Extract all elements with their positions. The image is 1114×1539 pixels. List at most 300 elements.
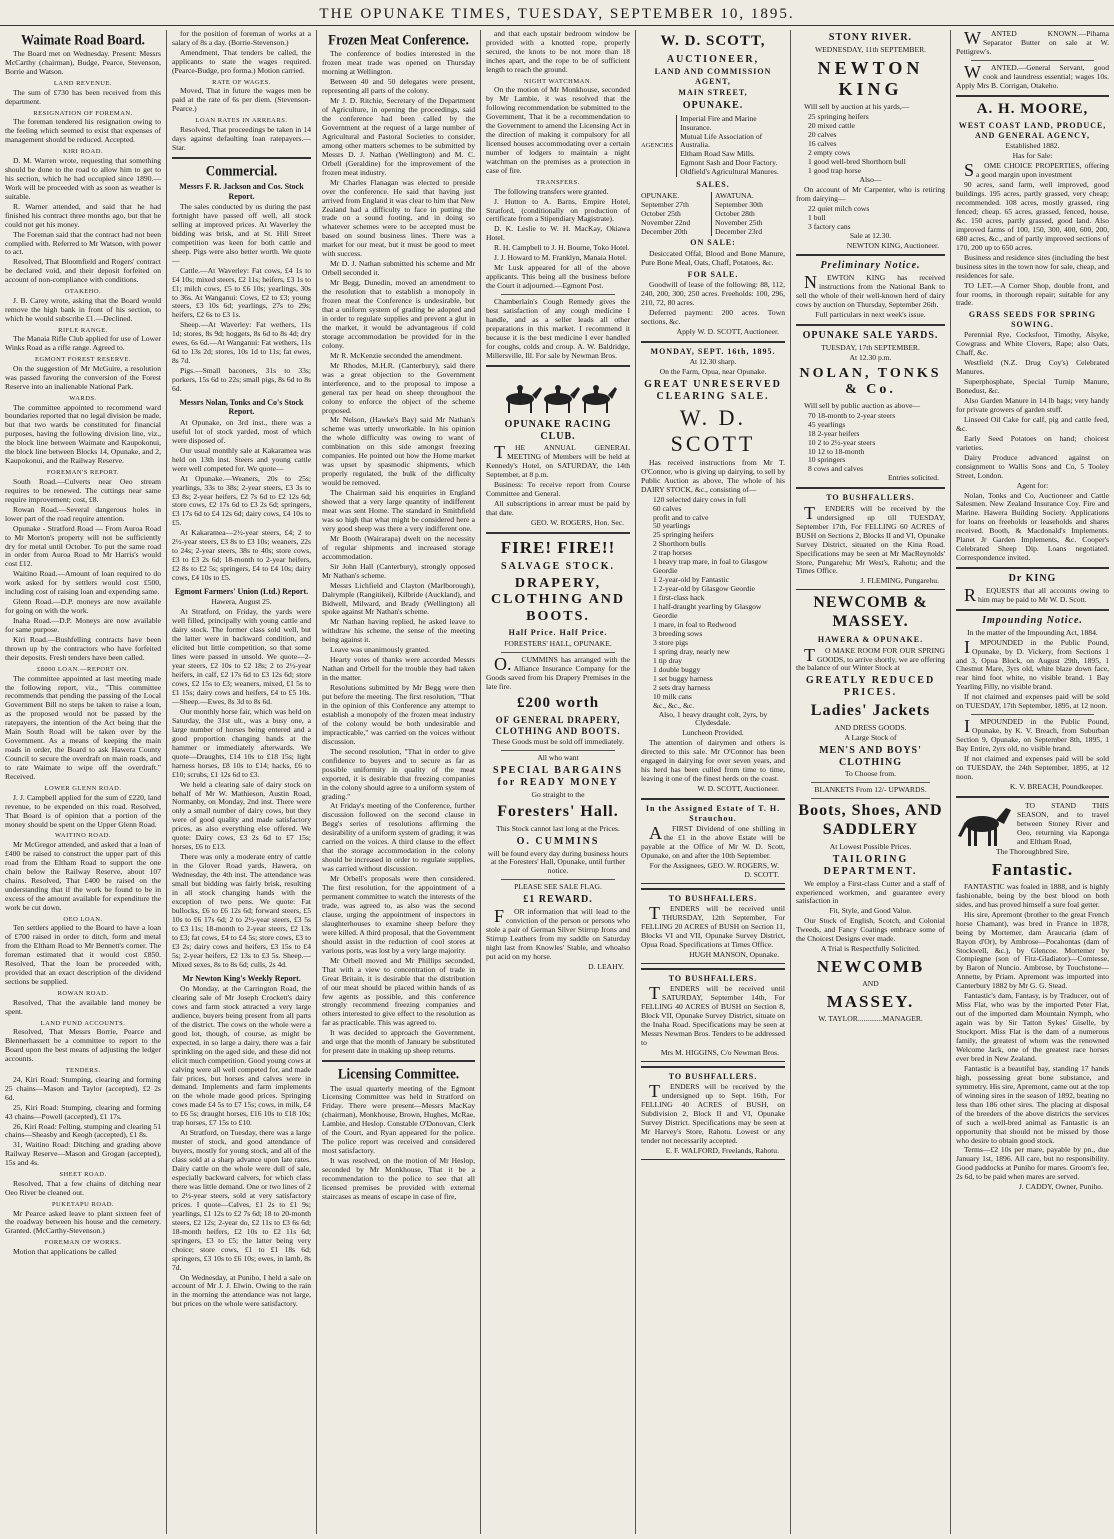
column-3: [316, 30, 480, 1534]
article-para: Resolutions submitted by Mr Begg were then put before the meeting. The first resolution, "That in the opinion of this Conference any attempt to establish a monopoly of the frozen meat industry of the colony would be both undesirable and impracticable," was carried on the voices without discussion.: [322, 683, 475, 746]
subhead: RIFLE RANGE.: [58, 326, 108, 334]
signature: For the Assignees, GEO. W. ROGERS, W. D. SCOTT.: [649, 860, 779, 879]
article-para: Full particulars in next week's issue.: [815, 310, 926, 320]
scott-land: LAND AND COMMISSION AGENT,: [654, 67, 772, 86]
signature: D. LEAHY.: [588, 961, 624, 971]
sale-date: December 23rd: [715, 226, 763, 236]
article-para: TO MAKE ROOM FOR OUR SPRING GOODS, to arrive shortly, we are offering the balance of our Winter Stock at: [796, 644, 946, 673]
article-para: Mr Begg, Dunedin, moved an amendment to the resolution that to establish a monopoly in frozen meat the Conference is undesirable, but that a uniform system of grading be adopted and in order to regulate supplies and prevent a glut in the market, it would be advantageous if cold storage accommodation be provided for in the colony.: [322, 278, 475, 350]
article-para: Opunake - Stratford Road — From Auroa Road to Mr Morton's property will not be sufficiently dry for metal until October. To put the same road in order from Auroa Road to Mr Harris's would cost £12.: [5, 523, 161, 569]
tailoring-heading: TAILORING DEPARTMENT.: [823, 853, 918, 877]
bushfallers-notice-1: [641, 888, 785, 964]
article-para: Mr Rhodes, M.H.R. (Canterbury), said there was a great objection to the Government interference, and to the proposal to impose a general tax per head on sheep throughout the colony to enforce the object of the scheme proposed.: [322, 360, 475, 415]
signature: J. CADDY, Owner, Puniho.: [1018, 1182, 1103, 1192]
article-para: TENDERS will be received by the undersigned up till TUESDAY, September 17th, For FELLING 60 ACRES of BUSH on Sections 2, Blocks II and VI, Opunake Survey District, situated on the Kina Road. Specifications may be seen at Mr MacReynolds' Store, Pungarehu; Mr West's, Rahotu; and the Times Office.: [796, 502, 945, 576]
article-para: The usual quarterly meeting of the Egmont Licensing Committee was held in Stratford on Friday. There were present—Messrs MacKay (chairman), Monkhouse, Brown, Hughes, McRae, Lambie, and Heslop. Constable O'Donovan, Clerk of the Court, and Ryan appeared for the police. The police report was received and considered most satisfactory.: [322, 1083, 475, 1156]
article-para: Has received instructions from Mr T. O'Connor, who is giving up dairying, to sell by Public Auction as above, The whole of his DAIRY STOCK, &c., consisting of—: [641, 457, 785, 494]
article-para: AFIRST Dividend of one shilling in the £1 in the above Estate will be payable at the Office of Mr W. D. Scott, Opunake, on and after the 10th September.: [641, 822, 785, 860]
article-para: Linseed Oil Cake for calf, pig and cattle feed, &c.: [956, 414, 1109, 433]
subhead: OEO LOAN.: [63, 915, 103, 923]
article-para: Mr Pearce asked leave to plant sixteen feet of the roadway between his house and the cemetery. Granted. (McCarthy-Stevenson.): [5, 1208, 161, 1236]
article-para: His sire, Apremont (brother to the great French horse Chamant), was bred in France in 1878, being by Mortemer, dam Araucaria (dam of Rayon d'Or), by Ambrose—Pocahontas (dam of Stockwell, &c.), by Glencoe. Mortemer by Compiegne (son of Fitz-Gladiator)—Comtesse, by Baron of Nuncio. Ambrose, by Touchstone—Annette, by Priam. Apremont was imported into Canterbury 1882 by Mr G. G. Stead.: [956, 909, 1109, 991]
article-para: Westfield (N.Z. Drug Coy's) Celebrated Manures.: [956, 358, 1109, 377]
divider: [486, 532, 630, 534]
carpenter-list: [796, 205, 945, 232]
article-para: 31, Waitino Road: Ditching and grading above Railway Reserve—Mason and Grogan (accepted), 15s and 4s.: [5, 1140, 161, 1168]
article-para: The Foreman said that the contract had not been complied with. Referred to Mr Watson, with power to act.: [5, 229, 161, 257]
article-para: It was resolved, on the motion of Mr Heslop, seconded by Mr Monkhouse, That it be a recommendation to the police to see that all licensed premises be provided with external staircases as means of escape in case of fire,: [322, 1156, 475, 1201]
bushfallers-heading: TO BUSHFALLERS.: [668, 973, 758, 983]
article-para: At Opunake, on 3rd inst., there was a useful lot of stock yarded, most of which were disposed of.: [172, 417, 311, 445]
scott-street: MAIN STREET,: [678, 88, 748, 98]
column-7: [950, 30, 1114, 1534]
article-para: Sir John Hall (Canterbury), strongly opposed Mr Nathan's scheme.: [322, 561, 475, 580]
clearing-heading: GREAT UNRESERVED CLEARING SALE.: [644, 379, 782, 403]
sale-date: November 22nd: [641, 217, 691, 227]
article-para: Will sell by auction at his yards,—: [804, 102, 910, 112]
article-para: J. J. Howard to M. Franklyn, Manaia Hotel.: [494, 253, 627, 263]
divider: [501, 879, 615, 880]
agency-item: Egmont Sash and Door Factory.: [680, 158, 778, 168]
report-heading: Messrs F. R. Jackson and Cos. Stock Report.: [179, 182, 304, 201]
sales-table: [641, 192, 785, 237]
list-item: profit and to calve: [653, 512, 709, 522]
fire-heading: FIRE! FIRE!!: [500, 537, 616, 557]
reward-heading: £1 REWARD.: [523, 894, 593, 906]
agency-item: Imperial Fire and Marine Insurance.: [680, 113, 757, 132]
article-para: 25, Kiri Road: Stumping, clearing and forming 43 chains—Powell (accepted), £1 17s.: [5, 1102, 161, 1121]
article-para: NEWTON KING has received instructions from the National Bank to sell the whole of their well-known herd of dairy cows by auction on Thursday, September 26th.: [796, 272, 945, 310]
signature: J. FLEMING, Pungarehu.: [860, 576, 939, 586]
article-para: In the matter of the Impounding Act, 1884.: [967, 627, 1098, 637]
article-para: At Stratford, on Friday, the yards were well filled, principally with young cattle and dairy stock. The former class sold well, but the latter were in backward condition, and elicited but little competition, so that some lines were passed in unsold. We quote—2-year steers, £2 10s to £2 18s; 2 to 2½-year heifers, in calf, £2 17s 6d to £3 12s 6d; store cows, £2 15s to £3; weaners, mixed, £1 5s to £1 15s; dairy cows and heifers, £4 to £5 10s.—Sheep.—Ewes, 8s 3d to 8s 6d.: [172, 607, 311, 706]
agencies-block: [641, 115, 785, 178]
article-para: TO LET.—A Corner Shop, double front, and four rooms, in thorough repair; suitable for any trade.: [956, 280, 1109, 308]
masthead: THE OPUNAKE TIMES, TUESDAY, SEPTEMBER 10, 1895.: [0, 0, 1114, 26]
article-para: The second resolution, "That in order to give confidence to buyers and to secure as far as possible uniformity in quality of the meat exported, it is desirable that freezing companies in the colony should agree to a uniform system of grading.": [322, 746, 475, 801]
article-para: Leave was unanimously granted.: [330, 645, 430, 655]
monday-date: MONDAY, SEPT. 16th, 1895.: [650, 346, 776, 356]
list-item: 1 good well-bred Shorthorn bull: [808, 156, 906, 166]
article-para: Perennial Rye, Cocksfoot, Timothy, Alsyke, Cowgrass and White Clovers, Rape; also Oats, Chaff, &c.: [956, 330, 1109, 358]
sales-heading: SALES.: [696, 180, 730, 190]
article-para: REQUESTS that all accounts owing to him may be paid to Mr W. D. Scott.: [964, 584, 1109, 605]
article-para: Mr D. J. Nathan submitted his scheme and Mr Orbell seconded it.: [322, 259, 475, 278]
article-para: To Choose from.: [844, 769, 897, 779]
article-para: Hawera, August 25.: [211, 597, 272, 607]
agencies-label: AGENCIES: [641, 142, 674, 150]
signature: E. F. WALFORD, Freelands, Rahotu.: [665, 1146, 779, 1155]
article-para: Our Stock of English, Scotch, and Colonial Tweeds, and Fancy Coatings embrace some of the Choicest Designs ever made.: [796, 916, 945, 944]
report-heading: Egmont Farmers' Union (Ltd.) Report.: [174, 587, 309, 597]
article-para: At 12.30 sharp.: [689, 357, 737, 367]
article-para: Has for Sale:: [1012, 151, 1053, 161]
divider: [811, 782, 930, 783]
agencies-list: [676, 115, 785, 178]
divider: [641, 341, 785, 343]
article-title-frozen-meat: Frozen Meat Conference.: [328, 30, 469, 49]
sales-awatuna: [711, 192, 785, 237]
list-item: &c., &c., &c.: [653, 700, 695, 710]
article-para: Sheep.—At Waverley: Fat wethers, 11s 1d; stores, 8s 9d; hoggets, 8s 6d to 8s 4d; dry ewes, 6s 6d.—At Wanganui: Fat wethers, 11s 6d to 13s 2d; stores, 10s 1d to 11s; fat ewes, 8s 7d.: [172, 320, 311, 366]
subhead: LOWER GLENN ROAD.: [44, 785, 122, 792]
moore-heading: A. H. MOORE,: [976, 100, 1089, 117]
foresters-heading: Foresters' Hall.: [497, 802, 619, 820]
article-para: The Chairman said his enquiries in England showed that a very large quantity of indifferent meat was sent Home. The standard in Smithfield was so high that what might be considered here a very good sheep was there a very indifferent one.: [322, 488, 475, 533]
article-para: If not claimed and expenses paid will be sold on TUESDAY, 17th September, 1895, at 12 noon.: [956, 692, 1109, 711]
divider: [796, 324, 945, 326]
article-para: D. M. Warren wrote, requesting that something should be done to the road to allow him to get to his section, which he had occupied since 1890.—Work will be proceeded with as soon as weather is suitable.: [5, 155, 161, 201]
sale-date: December 20th: [641, 226, 688, 236]
bushfallers-notice-3: [641, 1066, 785, 1160]
article-para: Fit, Style, and Good Value.: [829, 906, 912, 916]
divider: [956, 95, 1109, 97]
article-para: Resolved, That Messrs Borrie, Pearce and Blennerhassett be a committee to report to the Board upon the best means of adjusting the ledger accounts.: [5, 1027, 161, 1064]
salvage-heading: SALVAGE STOCK.: [501, 560, 615, 572]
article-para: Superphosphate, Special Turnip Manure, Bonedust, &c.: [956, 377, 1109, 396]
list-item: 20 calves: [808, 130, 837, 140]
column-6: [790, 30, 950, 1534]
article-para: The committee appointed at last meeting made the following report, viz., "This committee recommends that pending the passing of the Local Government Bill no steps be taken to raise a loan, as the proposed would not be passed by the ratepayers, the intention of the Act being that the Main South Road will be taken over by the Government. As a means of keeping the main roads in order, the Board to ask Hawera County Council to secure the overdraft on main roads, and to rate Waimate to wipe off the overdraft." Received.: [5, 673, 161, 782]
article-para: AND: [862, 979, 879, 989]
article-para: Early Seed Potatoes on hand; choicest varieties.: [956, 433, 1109, 452]
list-item: 70 18-month to 2-year steers: [808, 410, 896, 420]
impounding-heading: Impounding Notice.: [982, 614, 1083, 626]
sales-awatuna-label: AWATUNA.: [715, 190, 754, 200]
article-para: THE ANNUAL GENERAL MEETING of Members will be held at Kennedy's Hotel, on SATURDAY, the 14th September, at 8 p.m.: [486, 442, 630, 480]
article-para: Fantastic's dam, Fantasy, is by Traducer, out of Miss Flat, who was by the imported Peter Flat, out of the imported dam Mountain Nymph, who again was by Sir Tatton Sykes' Giselle, by Stockport. Miss Flat is the dam of a numerous family, the greatest of whom was the renowned Welcome Jack, one of the greatest race horses ever bred in New Zealand.: [956, 991, 1109, 1063]
list-item: 3 factory cans: [808, 221, 851, 231]
subhead: WARDS.: [69, 394, 97, 402]
list-item: 1 first-class hack: [653, 593, 705, 603]
article-para: Rowan Road.—Several dangerous holes in lower part of the road require attention.: [5, 504, 161, 523]
article-para: FORESTERS' HALL, OPUNAKE.: [504, 638, 612, 648]
list-item: 2 sets dray harness: [653, 682, 711, 692]
article-para: Glenn Road.—D.P. moneys are now available for going on with the work.: [5, 597, 161, 616]
list-item: 1 half-draught yearling by Glasgow Geordie: [653, 602, 762, 621]
article-para: Resolved, That proceedings be taken in 14 days against defaulting loan ratepayers.—Star.: [172, 124, 311, 152]
subhead: OTAKEHO.: [64, 288, 102, 296]
article-title-licensing: Licensing Committee.: [337, 1065, 460, 1083]
article-para: Terms—£2 10s per mare, payable by pn., due January 1st, 1896. All care, but no responsibility. Good paddocks at Puniho for mares. Groom's fee, 2s 6d, to be paid when mares are served.: [956, 1145, 1109, 1182]
article-para: FOR information that will lead to the conviction of the person or persons who stole a pair of German Silver Stirrup Irons and Stirrup Leathers from my saddle on Saturday night last from Knowles' Stable, and whoalso put acid on my horse.: [486, 906, 630, 961]
cummins-heading: O. CUMMINS: [516, 835, 600, 847]
article-para: WEDNESDAY, 11th SEPTEMBER.: [814, 44, 927, 54]
bushfallers-heading: TO BUSHFALLERS.: [668, 1071, 758, 1081]
article-para: Kiri Road.—Bushfelling contracts have been thrown up by the contractors who have forfeited their deposits. Fresh tenders have been called.: [5, 635, 161, 662]
list-item: 16 calves: [808, 139, 837, 149]
article-para: On account of Mr Carpenter, who is retiring from dairying—: [796, 184, 945, 203]
article-para: All subscriptions in arrear must be paid by that date.: [486, 499, 630, 518]
prelim-heading: Preliminary Notice.: [820, 260, 921, 272]
scott-town: OPUNAKE.: [682, 99, 744, 111]
sales-awatuna-dates: [715, 201, 785, 237]
drapery-heading: DRAPERY, CLOTHING AND BOOTS.: [490, 575, 626, 624]
article-para: Mr J. D. Ritchie, Secretary of the Department of Agriculture, in opening the proceedings, said the conference had been called by the Government at the request of a large number of Agricultural and Pastoral Societies to consider, among other matters schemes to be submitted by Messrs D. J. Nathan (Wellington) and M. C. Orbell (Geraldine) for the improvement of the frozen meat industry.: [322, 96, 475, 177]
article-para: Between 40 and 50 delegates were present, representing all parts of the colony.: [322, 77, 475, 96]
list-item: 20 mixed cattle: [808, 121, 855, 131]
article-para: On the suggestion of Mr McGuire, a resolution was passed favoring the conversion of the Forest Reserve into an inalienable National Park.: [5, 364, 161, 391]
article-para: IMPOUNDED in the Public Pound, Opunake, by K. V. Breach, from Suburban Section 9, Opunake, on September 8th, 1895, 1 Bay Entire, 2yrs old, no visible brand.: [956, 716, 1109, 754]
article-para: TENDERS will be received until SATURDAY, September 14th, For FELLING 40 ACRES of BUSH on Section 8, Block VII, Opunake Survey District, situate on the Inaha Road. Specifications may be seen at Messrs Newman Bros. Tenders to be addressed to: [641, 983, 785, 1047]
divider: [956, 609, 1109, 611]
agency-item: Mutual Life Association of Australia.: [680, 131, 763, 150]
sales-opunake-label: OPUNAKE.: [641, 190, 680, 200]
article-para: Resolved, That a few chains of ditching near Oeo River be cleaned out.: [5, 1178, 161, 1197]
ntc-list: [796, 412, 945, 475]
special-heading: SPECIAL BARGAINS for READY MONEY: [492, 765, 624, 789]
article-para: R. H. Campbell to J. H. Bourne, Toko Hotel.: [494, 243, 630, 253]
article-para: On Wednesday, at Puniho, I held a sale on account of Mr J. J. Elwin. Owing to the rain in the morning the attendance was not large, but prices on the whole were satisfactory.: [172, 1272, 311, 1309]
list-item: 1 mare, in foal to Redwood: [653, 619, 737, 629]
agency-item: Eltham Road Saw Mills.: [680, 149, 755, 159]
subhead: FOREMAN'S REPORT.: [46, 469, 120, 477]
article-para: WANTED.—General Servant, good cook and laundress essential; wages 10s. Apply Mrs B. Corrigan, Otakeho.: [956, 61, 1109, 90]
subhead: RESIGNATION OF FOREMAN.: [33, 109, 133, 117]
divider: [322, 1060, 475, 1062]
article-para: South Road.—Culverts near Oeo stream requires to be renewed. The cuttings near same require improvement; cost, £8.: [5, 476, 161, 504]
article-para: Mr R. McKenzie seconded the amendment.: [330, 350, 463, 360]
onsale-heading: ON SALE:: [690, 238, 736, 248]
list-item: 1 double buggy: [653, 664, 701, 674]
stony-heading: STONY RIVER.: [828, 32, 913, 43]
divider: [501, 652, 615, 653]
massey-heading: MASSEY.: [826, 992, 915, 1012]
article-para: The committee appointed to recommend ward boundaries reported that no legal division be made, but that two wards be constituted for financial purposes, having the following division line, viz., the block line between Waimate and Kaupokonui, the block line between Blocks 14, Opunake, and 2, Kaupokonui, and the Railway Reserve.: [5, 402, 161, 466]
article-title-waimate: Waimate Road Board.: [21, 30, 145, 49]
moore-agency: WEST COAST LAND, PRODUCE, AND GENERAL AGENCY,: [958, 121, 1107, 140]
article-para: Mr Nathan having replied, he asked leave to withdraw his scheme, the sense of the meeting being against it.: [322, 617, 475, 645]
list-item: 2 Shorthorn bulls: [653, 539, 706, 549]
article-para: At Friday's meeting of the Conference, further discussion followed on the second clause in Begg's series of resolutions affirming the desirability of a uniform system of grading; it was carried on the voices. A third clause to the effect that the storage accommodation in the colony should be increased in order to regulate supplies, was carried without discussion.: [322, 801, 475, 874]
sale-date: September 27th: [641, 199, 689, 209]
article-para: Moved, That in future the wages men be paid at the rate of 6s per diem. (Stevenson-Pearce.): [172, 86, 311, 114]
racehorses-illustration: [498, 371, 618, 415]
article-para: Mr Nelson, (Hawke's Bay) said Mr Nathan's scheme was utterly unworkable. In his opinion the whole difficulty was owing to want of combination on this side amongst freezing companies. He pointed out how the Home market was upset by spasmodic shipments, which properly regulated, the bulk of the difficulty would be removed.: [322, 415, 475, 488]
subhead: £8000 LOAN.—REPORT ON.: [36, 665, 130, 673]
article-para: W. TAYLOR.............MANAGER.: [818, 1014, 923, 1024]
article-para: 26, Kiri Road: Felling, stumping and clearing 51 chains—Sheasby and Keogh (accepted), £1 8s.: [5, 1121, 161, 1140]
worth-heading: £200 worth: [516, 694, 600, 711]
article-para: O.CUMMINS has arranged with the Alliance Insurance Company for the Goods saved from his Drapery Premises in the late fire.: [486, 653, 630, 691]
article-para: Mr Booth (Wairarapa) dwelt on the necessity of regular shipments and increased storage accommodation.: [322, 533, 475, 561]
article-para: Amendment, That tenders be called, the applicants to state the wages required. (Pearce-Budge, pro forma.) Motion carried.: [172, 47, 311, 75]
article-para: At Lowest Possible Prices.: [829, 842, 912, 852]
article-para: We held a clearing sale of dairy stock on behalf of Mr W. Mathieson, Austin Road, Normanby, on Monday, 2nd inst. There were only a small number of dairy cows, but they were of good quality and made satisfactory prices, as also everything else offered. We quote: Dairy cows, £3 2s 6d to £7 15s; horses, £6 to £13.: [172, 779, 311, 852]
article-para: R. Warner attended, and said that he had finished his contract three months ago, but that he could not get his money.: [5, 201, 161, 229]
list-item: 10 springers: [808, 455, 846, 465]
sale-date: October 25th: [641, 208, 681, 218]
article-title-commercial: Commercial.: [205, 161, 278, 179]
article-para: Fantastic is a beautiful bay, standing 17 hands high, possessing great bone substance, and symmetry. His sire, Apremont, came out at the top of winning sires in the season of 1892, beating no less than 186 other sires. The placing at disposal of the breeders of the above districts the services of such a well-bred animal as Fantastic is an opportunity that should not be missed by those who desire to obtain good stock.: [956, 1063, 1109, 1145]
divider: [796, 254, 945, 256]
list-item: 1 2-year-old by Fantastic: [653, 575, 729, 585]
article-para: Mr Orbell moved and Mr Phillips seconded, That with a view to concentration of trade in Great Britain, it is desirable that the distribution of our meat should be placed within hands of as few agents as possible, and this conference strongly recommend freezing companies and others interested to give effect to the resolution as far as practicable. This was agreed to.: [322, 955, 475, 1028]
article-para: Inaha Road.—D.P. Moneys are now available for same purpose.: [5, 616, 161, 635]
article-para: The sales conducted by us during the past fortnight have passed off well, all stock selling at improved prices. At Waverley the bidding was brisk, and at St. Hill Street competition was keen for both cattle and sheep. Pigs were also better worth. We quote—: [172, 202, 311, 265]
article-para: Messrs Lichfield and Clayton (Marlborough), Dalrymple (Rangitikei), Kilbride (Auckland), and Bidwell, Milward, and Brady (Wellington) all spoke against Mr Nathan's scheme.: [322, 580, 475, 617]
stallion-block: [956, 802, 1109, 848]
article-para: Our usual monthly sale at Kakaramea was held on 13th inst. Steers and young cattle were well competed for. We quote—: [172, 445, 311, 473]
racing-club-title: OPUNAKE RACING CLUB.: [504, 418, 612, 442]
scott-name: W. D. SCOTT,: [660, 33, 766, 49]
article-para: Desiccated Offal, Blood and Bone Manure, Pure Bone Meal, Oats, Chaff, Potatoes, &c.: [641, 248, 785, 267]
scott-auctioneer: AUCTIONEER,: [666, 53, 760, 65]
ladies-heading: Ladies' Jackets: [810, 702, 931, 719]
boots-heading: Boots, Shoes, AND SADDLERY: [798, 802, 943, 839]
article-para: Will sell by public auction as above—: [804, 400, 921, 410]
article-para: PLEASE SEE SALE FLAG.: [514, 882, 602, 892]
article-para: AND DRESS GOODS.: [834, 722, 907, 732]
article-para: It was decided to approach the Government, and urge that the month of January be substituted for present date in making up sheep returns.: [322, 1028, 475, 1056]
article-para: BLANKETS From 12/- UPWARDS.: [814, 785, 927, 795]
subhead: LAND FUND ACCOUNTS.: [40, 1019, 126, 1027]
newton-king-list: [796, 113, 945, 176]
article-para: The Board met on Wednesday. Present: Messrs McCarthy (chairman), Budge, Pearce, Stevenson, Borrie and Watson.: [5, 49, 161, 77]
sales-opunake: [641, 192, 711, 237]
article-para: Business: To receive report from Course Committee and General.: [486, 480, 630, 499]
reduced-heading: GREATLY REDUCED PRICES.: [805, 675, 936, 699]
subhead: KIRI ROAD.: [62, 148, 104, 156]
article-para: At Kakaramea—2½-year steers, £4; 2 to 2½-year steers, £3 8s to £3 10s; weaners, 22s to 24s; 2-year steers, 38s to 40s; store cows, £3 to £3 2s 6d; 18-month to 2-year heifers, £2 8s to £2 5s; springers, £4 to £4 10s; dairy cows, £4 10s to £5.: [172, 528, 311, 583]
grass-heading: GRASS SEEDS FOR SPRING SOWING.: [968, 310, 1097, 329]
divider: [501, 750, 615, 751]
list-item: 1 good trap horse: [808, 165, 861, 175]
article-para: Ten settlers applied to the Board to have a loan of £700 raised in order to ditch, form and metal from the Eltham Road to Mr Bennett's corner. The foreman estimated that it would cost £850. Resolved, That the loan be proceeded with, provided that an exact description of the dividend sections be supplied.: [5, 923, 161, 987]
list-item: 2 trap horses: [653, 548, 692, 558]
article-para: There was only a moderate entry of cattle in the Glover Road yards, Hawera, on Wednesday, the 4th inst. The attendance was small but bidding was fairly brisk, resulting in all stock changing hands with the exception of two pens. We quote: Fat bullocks, £6 to £6 12s 6d; forward steers, £5 10s to £6 17s 6d; 2 to 2½-year steers, £3 5s to £3 11s; 18-month to 2-year steers, £2 13s to £3; fat cows, £4 to £4 5s; store cows, £3 to £3 2s; dairy cows and heifers, £3 15s to £4 5s; 2-year heifers, £2 13s to £3 5s. Sheep.—Mixed sexes, 8s to 8s 6d; culls, 2s 4d.: [172, 852, 311, 969]
article-para: FANTASTIC was foaled in 1888, and is highly fashionable, being by the best blood on both sides, and has proved himself a sure foal getter.: [956, 881, 1109, 909]
article-para: Go straight to the: [531, 789, 585, 799]
sale-date: November 25th: [715, 217, 763, 227]
list-item: 1 tip dray: [653, 655, 683, 665]
article-para: Also—: [859, 174, 882, 184]
subhead: NIGHT WATCHMAN.: [523, 77, 593, 85]
estate-notice: [641, 798, 785, 884]
article-para: Our monthly horse fair, which was held on Saturday, the 31st ult., was a busy one, a large number of horses being entered and a good proportion changing hands at the hammer or immediately afterwards. We quote—Draughts, £14 10s to £18 15s; light harness horses, £8 10s to £14; hacks, £6 to £10; scrubs, £1 12s 6d to £3.: [172, 706, 311, 779]
list-item: 25 springing heifers: [653, 530, 714, 540]
article-para: Pigs.—Small baconers, 31s to 33s; porkers, 15s 6d to 22s; small pigs, 8s 6d to 8s 6d.: [172, 366, 311, 394]
article-para: J. B. Carey wrote, asking that the Board would remove the high bank in front of his section, to which he would subscribe £1.—Declined.: [5, 295, 161, 323]
sales-opunake-dates: [641, 201, 711, 237]
article-para: The following transfers were granted.: [494, 186, 609, 196]
list-item: 1 set buggy harness: [653, 673, 713, 683]
article-para: On the Farm, Opua, near Opunake.: [659, 367, 767, 377]
article-para: Luncheon Provided.: [682, 728, 744, 738]
subhead: EGMONT FOREST RESERVE.: [34, 356, 131, 364]
article-para: At Opunake.—Weaners, 20s to 25s; yearlings, 33s to 38s; 2-year steers, £3 3s to £3 8s; 2-year heifers, £2 7s 6d to £2 12s 6d; store cows, £2 17s 6d to £3 2s 6d; springers, £3 17s 6d to £4 12s 6d; dairy cows, £4 10s to £5.: [172, 473, 311, 528]
article-para: Mr Orbell's proposals were then considered. The first resolution, for the appointment of a permanent committee to watch the interests of the trade, was agreed to, as also was the second clause, urging the appointment of inspectors in slaughterhouses to examine sheep before they were killed. A third proposal, that the Government should assist in the reduction of cool stores at various ports, was lost by a very large majority.: [322, 874, 475, 955]
article-para: Cattle.—At Waverley: Fat cows, £4 1s to £4 10s; mixed steers, £2 11s; heifers, £3 1s to £1; milch cows, £5 to £6 10s; yearlings, 30s to 36s. At Wanganui: Cows, £2 to £3; young steers, £3 10s 6d; yearlings, 27s to 29s; heifers, £2 6s to £3 1s.: [172, 265, 311, 320]
divider: [172, 157, 311, 159]
list-item: 3 breeding sows: [653, 628, 703, 638]
list-item: 10 12 to 18-month: [808, 446, 865, 456]
list-item: 120 selected dairy cows in full: [653, 494, 746, 504]
divider: [486, 365, 630, 367]
subhead: PUKETAPU ROAD.: [51, 1200, 115, 1208]
newcomb-massey-heading: NEWCOMB & MASSEY.: [813, 594, 928, 631]
article-para: Also, 1 heavy draught colt, 2yrs, by Clydesdale.: [658, 709, 768, 728]
article-para: The Thoroughbred Sire,: [995, 846, 1070, 856]
subhead: ROWAN ROAD.: [57, 990, 109, 998]
signature: Apply W. D. SCOTT, Auctioneer.: [676, 327, 779, 337]
article-para: Resolved, That the available land money be spent.: [5, 997, 161, 1016]
article-para: WANTED KNOWN.—Pihama Separator Butter on sale at W. Pettigrew's.: [956, 30, 1109, 56]
ntc-heading: NOLAN, TONKS & Co.: [799, 365, 942, 398]
divider: [971, 60, 1094, 61]
divider: [956, 796, 1109, 798]
signature: Mrs M. HIGGINS, C/o Newman Bros.: [660, 1047, 779, 1057]
article-para: If not claimed and expenses paid will be sold on TUESDAY, the 24th September, 1895, at 12 noon.: [956, 754, 1109, 781]
article-para: A Trial is Respectfully Solicited.: [820, 944, 921, 954]
list-item: 10 milk cans: [653, 691, 692, 701]
article-para: 90 acres, sand farm, well improved, good buildings. 195 acres, partly grassed, very cheap; recommended. 108 acres, mostly grassed, ring fenced; cheap. 65 acres, grassed, fenced, house, &c. 150 acres, partly grassed, good land. Also improved farms of 100, 150, 300, 400, 600, 200, 680 acres, &c., and of partly improved sections of 170, 200 up to 650 acres.: [956, 180, 1109, 252]
list-item: 2 empty cows: [808, 147, 851, 157]
list-item: 1 heavy trap mare, in foal to Glasgow Geordie: [653, 557, 768, 576]
article-para: TO STAND THIS SEASON, and to travel between Stoney River and Oeo, returning via Kaponga and Eltham Road,: [1017, 800, 1109, 846]
list-item: 45 yearlings: [808, 419, 846, 429]
article-para: On the motion of Mr Monkhouse, seconded by Mr Lambie, it was resolved that the following recommendation be submitted to the Government, That it be a recommendation to the Government to amend the Licensing Act in the direction of making it compulsory for all licensed houses accommodating over a certain number of lodgers to maintain a night watchman on the premises as a protection in case of fire.: [486, 85, 630, 175]
list-item: 1 bull: [808, 212, 826, 222]
article-para: At Stratford, on Tuesday, there was a large muster of stock, and good attendance of buyers, mostly for young stock, and all of the class sold at a sharp advance upon late rates. Dairy cattle on the whole were dull of sale, especially backward calvers, for which class there was little demand. One or two lines of 2 to 2½-year steers, sold at very satisfactory prices. I quote—Calves, £1 2s to £1 9s; yearlings, £1 12s to £2 7s 6d; 18 to 20-month steers, £2 12s; 2-year do, £2 11s to £3 6s 6d; 18-month heifers, £2 10s to £2 11s 6d; springers, £3 to £5; the latter being very choice; store cows, £1 to £1 18s 6d; springers, £3 10s to £6 10s; ewes, in lamb, 8s 7d.: [172, 1128, 311, 1272]
report-heading: Mr Newton King's Weekly Report.: [182, 973, 301, 983]
fantastic-heading: Fantastic.: [991, 859, 1074, 879]
article-para: Chamberlain's Cough Remedy gives the best satisfaction of any cough medicine I handle, and as a seller leads all other preparations in this market. I recommend it because it is the best medicine I ever handled for coughs, colds and croup. A. W. Baldridge, Millersville, Ill. For sale by Newman Bros.: [486, 297, 630, 360]
list-item: 1 2-year-old by Glasgow Geordie: [653, 584, 755, 594]
article-para: We employ a First-class Cutter and a staff of experienced workmen, and guarantee every satisfaction in: [796, 878, 945, 906]
article-para: TENDERS will be received until THURSDAY, 12th September, For FELLING 20 ACRES of BUSH on Section 11, Blocks VI and VII, Opunake Survey District, Opua Road. Specifications at Times Office.: [641, 903, 785, 949]
article-para: Sale at 12.30.: [849, 230, 892, 240]
list-item: 8 cows and calves: [808, 464, 864, 474]
article-para: Nolan, Tonks and Co, Auctioneer and Cattle Salesmen. New Zealand Insurance Coy. Fire and Marine. Hawera Building Society. Applications for loans on freeholds or leaseholds and shares received. Booth, & Macdonald's Implements. Planet Jr Garden Implements, &c. Cooper's Celebrated Sheep Dip. Loans negotiated. Correspondence invited.: [956, 490, 1109, 563]
article-para: Business and residence sites (including the best business sites in the town now for sale, cheap, and residences for sale.: [956, 252, 1109, 280]
report-heading: Messrs Nolan, Tonks and Co's Stock Report.: [179, 398, 304, 417]
article-para: Hearty votes of thanks were accorded Messrs Nathan and Orbell for the trouble they had taken in the matter.: [322, 655, 475, 683]
bushfallers-heading: TO BUSHFALLERS.: [668, 893, 758, 903]
subhead: TRANSFERS.: [536, 178, 580, 186]
article-para: The attention of dairymen and others is directed to this sale. Mr O'Connor has been engaged in dairying for over seven years, and his herd has been culled from time to time, leaving it one of the finest herds on the coast.: [641, 738, 785, 784]
article-para: Mr Lusk appeared for all of the above applicants. This being all the business before the Court it adjourned.—Egmont Post.: [486, 263, 630, 291]
article-para: At 12.30 p.m.: [849, 352, 892, 362]
article-para: The foreman tendered his resignation owing to the feeling which seemed to exist that expenses of management should be reduced. Accepted.: [5, 117, 161, 145]
bushfallers-heading: TO BUSHFALLERS.: [826, 493, 915, 503]
article-para: Also Garden Manure in 14 lb bags; very handy for private growers of garden stuff.: [956, 395, 1109, 414]
article-para: IMPOUNDED in the Public Pound, Opunake, by D. Vickery, from Sections 1 and 3, Opua Block, on August 29th, 1895, 1 Chestnut Mare, 3yrs old, white blaze down face, rear hind foot white, no visible brand. 1 Bay Yearling Filly, no visible brand.: [956, 636, 1109, 692]
article-para: Agent for:: [1016, 480, 1049, 490]
article-para: Mr McGregor attended, and asked that a loan of £400 be raised to construct the upper part of this road from the Eltham Road to support the one chain below the Railway Reserve, about 107 chains. Resolved, That £400 be raised on the understanding that if the work be found to be in excess of the amount available for expenditure the work be cut down.: [5, 840, 161, 912]
newton-king-heading: NEWTON KING: [817, 57, 924, 99]
article-para: SOME CHOICE PROPERTIES, offering a good margin upon investment: [964, 160, 1109, 181]
sale-date: September 30th: [715, 199, 763, 209]
list-item: 18 2-year heifers: [808, 428, 860, 438]
divider: [971, 714, 1094, 715]
bushfallers-notice-4: [796, 487, 945, 590]
article-para: Established 1882.: [1005, 141, 1060, 151]
list-item: 3 store pigs: [653, 637, 689, 647]
article-para: Goodwill of lease of the following: 88, 112, 240, 200, 300, 250 acres. Freeholds: 100, 296, 210, 72, 80 acres.: [641, 280, 785, 308]
king-heading: Dr KING: [1008, 573, 1057, 585]
horse-illustration: [956, 802, 1014, 848]
yards-heading: OPUNAKE SALE YARDS.: [802, 330, 939, 342]
article-para: All who want: [537, 753, 579, 763]
article-para: Deferred payment: 200 acres. Town sections, &c.: [641, 308, 785, 327]
article-para: These Goods must be sold off immediately.: [491, 737, 625, 747]
article-para: The sum of £730 has been received from this department.: [5, 87, 161, 106]
subhead: FOREMAN OF WORKS.: [44, 1239, 122, 1247]
article-para: J. J. Campbell applied for the sum of £220, land revenue, to be expended on this road. Resolved, That Board is of opinion that a portion of the money should be spent on the Upper Glenn Road.: [5, 792, 161, 829]
subhead: LOAN RATES IN ARREARS.: [195, 117, 288, 125]
article-para: This Stock cannot last long at the Prices.: [496, 823, 620, 833]
